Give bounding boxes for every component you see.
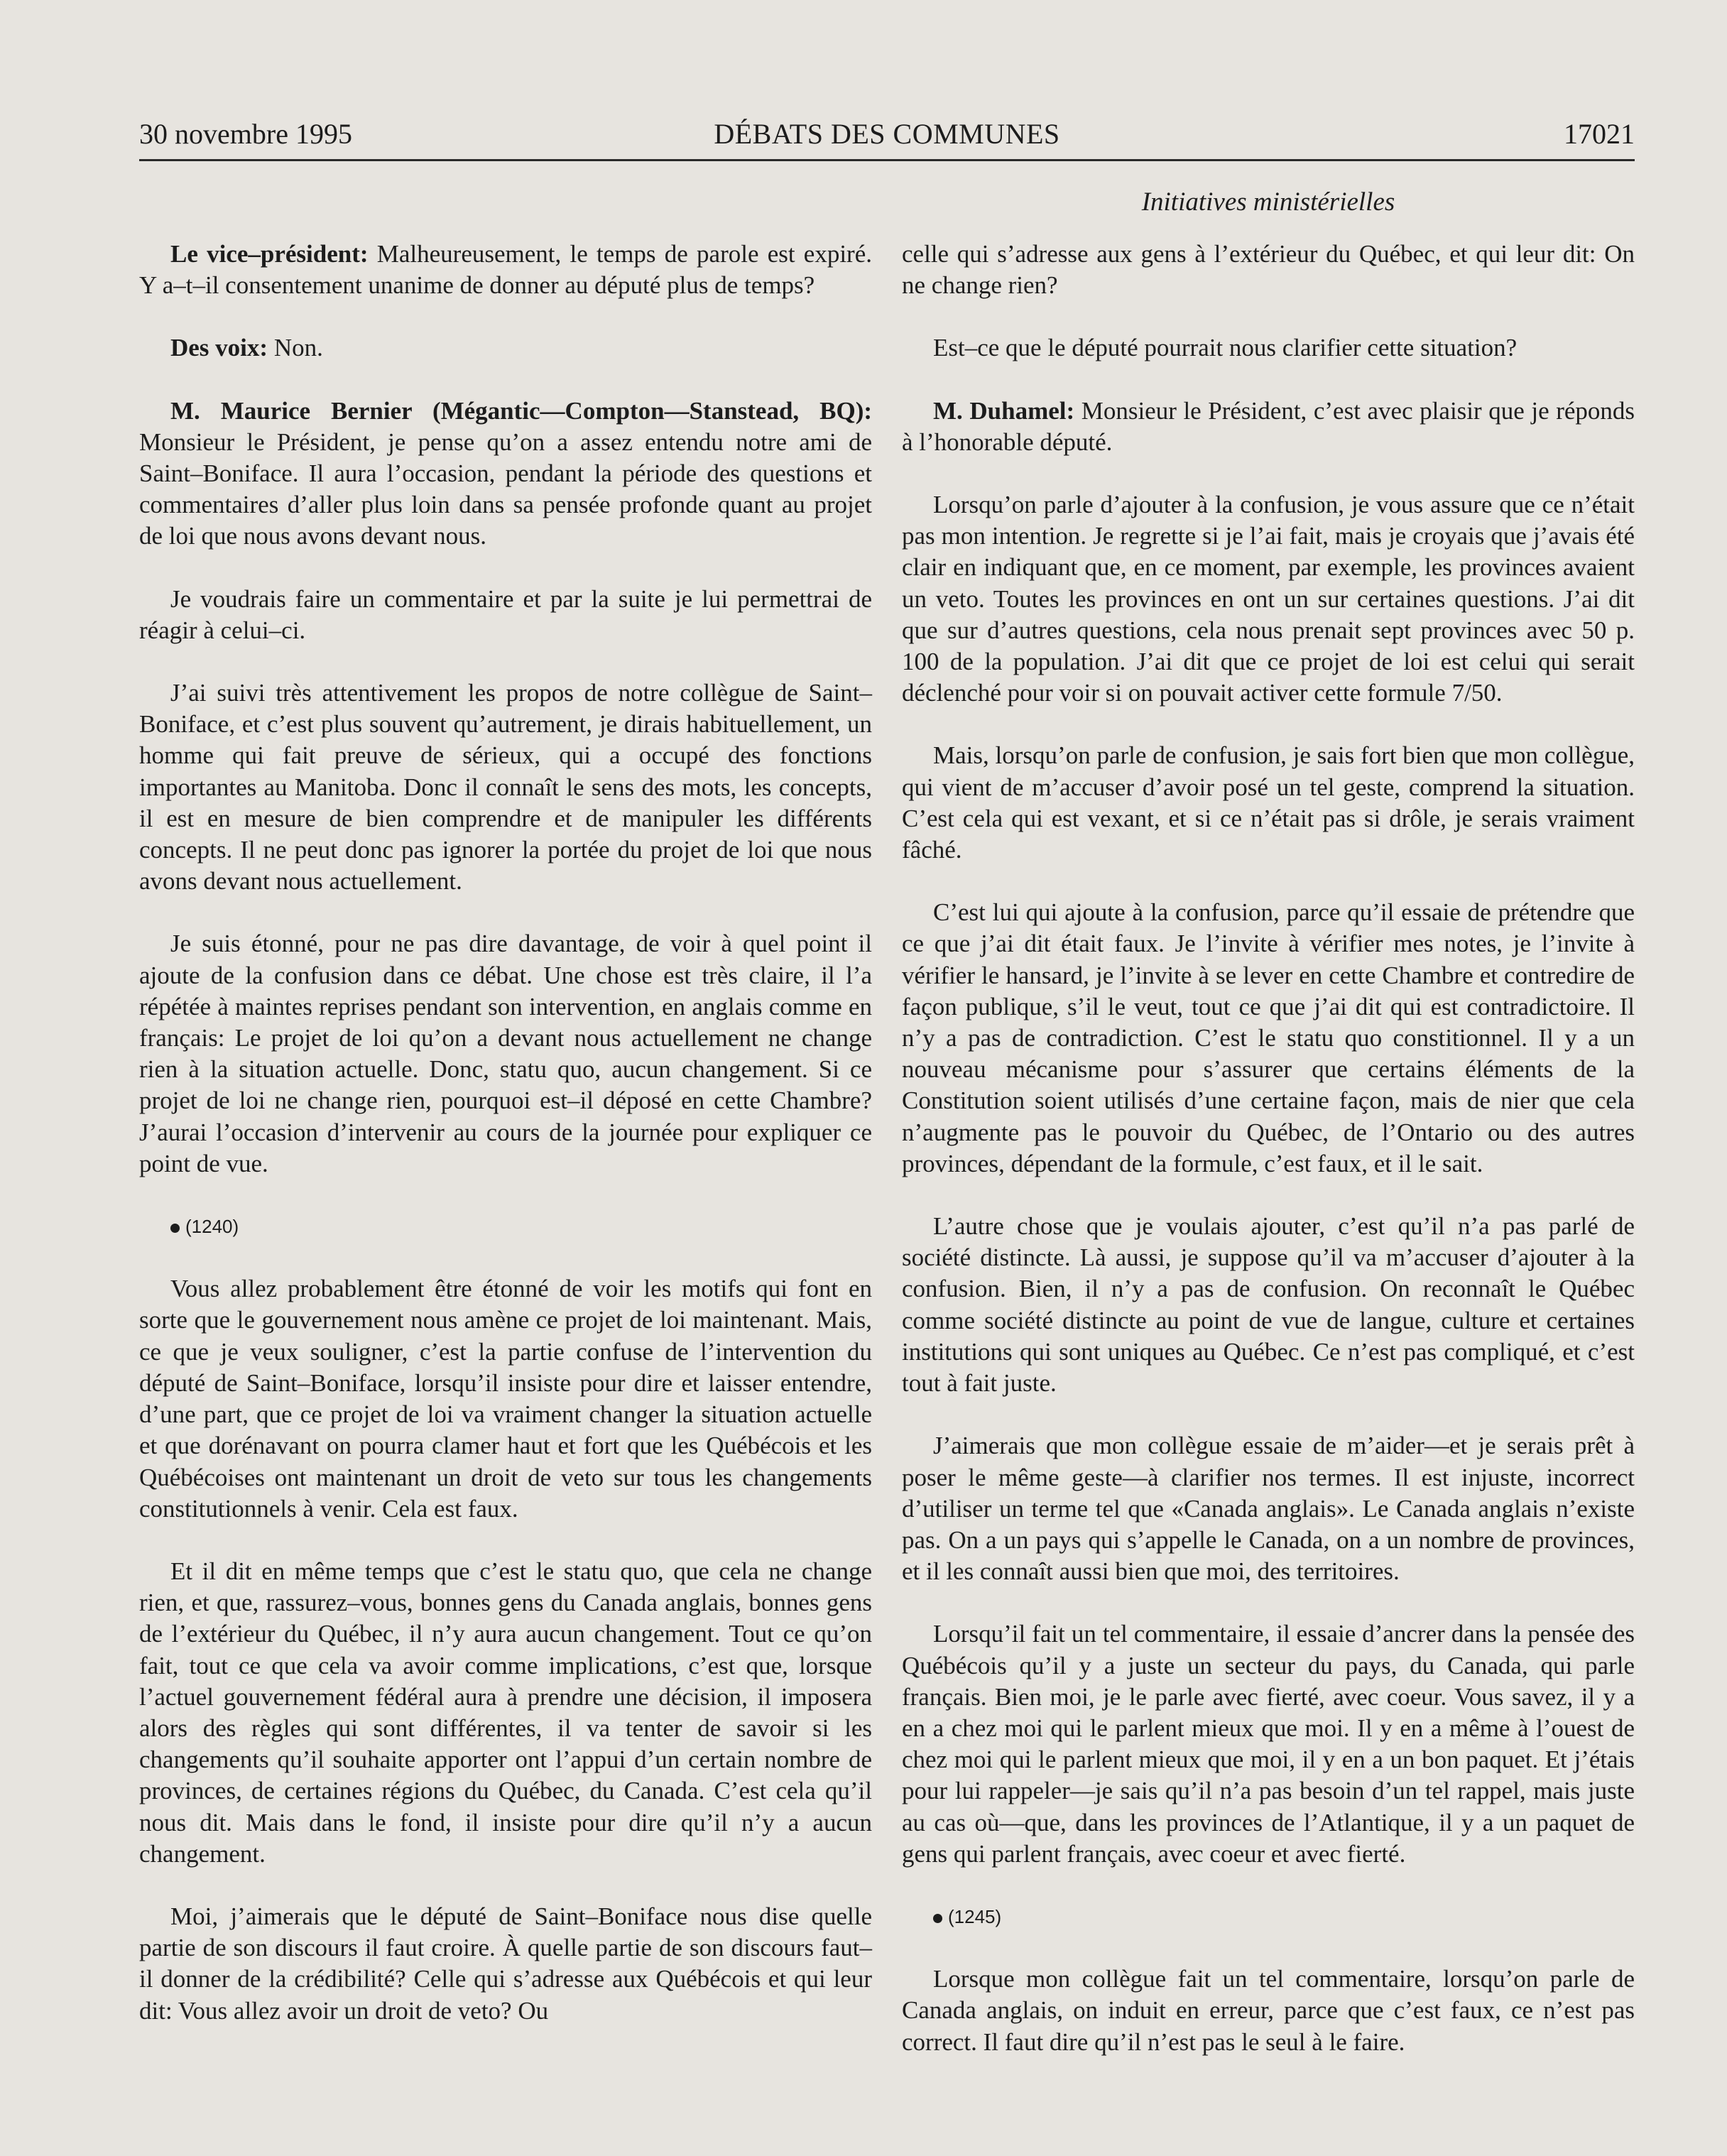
header-title: DÉBATS DES COMMUNES <box>714 118 1060 150</box>
header-page-number: 17021 <box>1564 118 1635 150</box>
paragraph: J’ai suivi très attentivement les propos de notre collègue de Saint–Boniface, et c’est plus souvent qu’autrement, je dirais habituellement, un homme qui fait preuve de sérieux, qui a occupé des fonctions importantes au Manitoba. Donc il connaît le sens des mots, les concepts, il est en mesure de bien comprendre et de manipuler les différents concepts. Il ne peut donc pas ignorer la portée du projet de loi que nous avons devant nous actuellement. <box>139 679 872 895</box>
speech-text: Monsieur le Président, c’est avec plaisir que je réponds à l’honorable député. <box>902 396 1635 456</box>
time-marker <box>902 1901 1635 1932</box>
paragraph: Lorsqu’il fait un tel commentaire, il essaie d’ancrer dans la pensée des Québécois qu’il y a juste un secteur du pays, du Canada, qui parle français. Bien moi, je le parle avec fierté, avec coeur. Vous savez, il y a en a chez moi qui le parlent mieux que moi. Il y en a même à l’ouest de chez moi qui le parlent mieux que moi, il y en a un bon paquet. Et j’étais pour lui rappeler—je sais qu’il n’a pas besoin d’un tel rappel, mais juste au cas où—que, dans les provinces de l’Atlantique, il y a un paquet de gens qui parlent français, avec coeur et avec fierté. <box>902 1620 1635 1868</box>
page-header <box>139 115 1635 161</box>
header-date: 30 novembre 1995 <box>139 118 352 150</box>
paragraph: Mais, lorsqu’on parle de confusion, je sais fort bien que mon collègue, qui vient de m’accuser d’avoir posé un tel geste, comprend la situation. C’est cela qui est vexant, et si ce n’était pas si drôle, je serais vraiment fâché. <box>902 741 1635 864</box>
paragraph <box>139 396 872 552</box>
time-marker-text: (1245) <box>948 1905 1002 1927</box>
paragraph: Moi, j’aimerais que le député de Saint–Boniface nous dise quelle partie de son discours il faut croire. À quelle partie de son discours faut–il donner de la crédibilité? Celle qui s’adresse aux Québécois et qui leur dit: Vous allez avoir un droit de veto? Ou <box>139 1902 872 2025</box>
paragraph: Lorsqu’on parle d’ajouter à la confusion, je vous assure que ce n’était pas mon intention. Je regrette si je l’ai fait, mais je croyais que j’avais été clair en indiquant que, en ce moment, par exemple, les provinces avaient un veto. Toutes les provinces en ont un sur certaines questions. J’ai dit que sur d’autres questions, cela nous prenait sept provinces avec 50 p. 100 de la population. J’ai dit que ce projet de loi est celui qui serait déclenché pour voir si on pouvait activer cette formule 7/50. <box>902 491 1635 707</box>
bullet-icon <box>170 1224 180 1233</box>
paragraph: C’est lui qui ajoute à la confusion, parce qu’il essaie de prétendre que ce que j’ai dit était faux. Je l’invite à vérifier mes notes, je l’invite à vérifier le hansard, je l’invite à se lever en cette Chambre et contredire de façon publique, s’il le veut, tout ce que j’ai dit qui est contradictoire. Il n’y a pas de contradiction. C’est le statu quo constitionnel. Il y a un nouveau mécanisme pour s’assurer que certains éléments de la Constitution soient utilisés d’une certaine façon, mais de nier que cela n’augmente pas le pouvoir du Québec, de l’Ontario ou des autres provinces, dépendant de la formule, c’est faux, et il le sait. <box>902 898 1635 1177</box>
time-marker <box>139 1211 872 1242</box>
paragraph: Je voudrais faire un commentaire et par la suite je lui permettrai de réagir à celui–ci. <box>139 584 872 644</box>
speech-text: Monsieur le Président, je pense qu’on a assez entendu notre ami de Saint–Boniface. Il aura l’occasion, pendant la période des questions et commentaires d’aller plus loin dans sa pensée profonde quant au projet de loi que nous avons devant nous. <box>139 428 872 550</box>
paragraph: Je suis étonné, pour ne pas dire davantage, de voir à quel point il ajoute de la confusion dans ce débat. Une chose est très claire, il l’a répétée à maintes reprises pendant son intervention, en anglais comme en français: Le projet de loi qu’on a devant nous actuellement ne change rien à la situation actuelle. Donc, statu quo, aucun changement. Si ce projet de loi ne change rien, pourquoi est–il déposé en cette Chambre? J’aurai l’occasion d’intervenir au cours de la journée pour expliquer ce point de vue. <box>139 930 872 1177</box>
paragraph <box>139 239 872 301</box>
paragraph: L’autre chose que je voulais ajouter, c’est qu’il n’a pas parlé de société distincte. Là aussi, je suppose qu’il va m’accuser d’ajouter à la confusion. Bien, il n’y a pas de confusion. On reconnaît le Québec comme société distincte au point de vue de langue, culture et certaines institutions qui sont uniques au Québec. Ce n’est pas compliqué, et c’est tout à fait juste. <box>902 1212 1635 1398</box>
speaker-name: Le vice–président: <box>170 240 369 268</box>
speech-text: Malheureusement, le temps de parole est expiré. Y a–t–il consentement unanime de donner au député plus de temps? <box>139 240 872 300</box>
speaker-name: M. Maurice Bernier (Mégantic—Compton—Stanstead, BQ): <box>170 396 872 425</box>
speaker-name: Des voix: <box>170 334 268 362</box>
paragraph: Est–ce que le député pourrait nous clarifier cette situation? <box>933 334 1518 362</box>
left-column <box>139 239 872 2058</box>
paragraph: Et il dit en même temps que c’est le statu quo, que cela ne change rien, et que, rassurez–vous, bonnes gens du Canada anglais, bonnes gens de l’extérieur du Québec, il n’y aura aucun changement. Tout ce qu’on fait, tout ce que cela va avoir comme implications, c’est que, lorsque l’actuel gouvernement fédéral aura à prendre une décision, il imposera alors des règles qui sont différentes, il va tenter de savoir si les changements qu’il souhaite apporter ont l’appui d’un certain nombre de provinces, de certaines régions du Québec, du Canada. C’est cela qu’il nous dit. Mais dans le fond, il insiste pour dire qu’il n’y a aucun changement. <box>139 1557 872 1868</box>
paragraph: Lorsque mon collègue fait un tel commentaire, lorsqu’on parle de Canada anglais, on induit en erreur, parce que c’est faux, ce n’est pas correct. Il faut dire qu’il n’est pas le seul à le faire. <box>902 1965 1635 2056</box>
speaker-name: M. Duhamel: <box>933 396 1075 425</box>
section-rubric: Initiatives ministérielles <box>1141 187 1395 217</box>
paragraph <box>902 396 1635 458</box>
time-marker-text: (1240) <box>185 1216 239 1238</box>
paragraph: J’aimerais que mon collègue essaie de m’aider—et je serais prêt à poser le même geste—à clarifier nos termes. Il est injuste, incorrect d’utiliser un terme tel que «Canada anglais». Le Canada anglais n’existe pas. On a un pays qui s’appelle le Canada, on a un nombre de provinces, et il les connaît aussi bien que moi, des territoires. <box>902 1432 1635 1586</box>
bullet-icon <box>933 1914 942 1923</box>
right-column <box>902 239 1635 2089</box>
speech-text: Non. <box>268 334 323 362</box>
paragraph: Vous allez probablement être étonné de voir les motifs qui font en sorte que le gouvernement nous amène ce projet de loi maintenant. Mais, ce que je veux souligner, c’est la partie confuse de l’intervention du député de Saint–Boniface, lorsqu’il insiste pour dire et laisser entendre, d’une part, que ce projet de loi va vraiment changer la situation actuelle et que dorénavant on pourra clamer haut et fort que les Québécois et les Québécoises ont maintenant un droit de veto sur tous les changements constitutionnels à venir. Cela est faux. <box>139 1275 872 1523</box>
paragraph: celle qui s’adresse aux gens à l’extérieur du Québec, et qui leur dit: On ne change rien? <box>902 240 1635 300</box>
paragraph <box>139 332 872 364</box>
